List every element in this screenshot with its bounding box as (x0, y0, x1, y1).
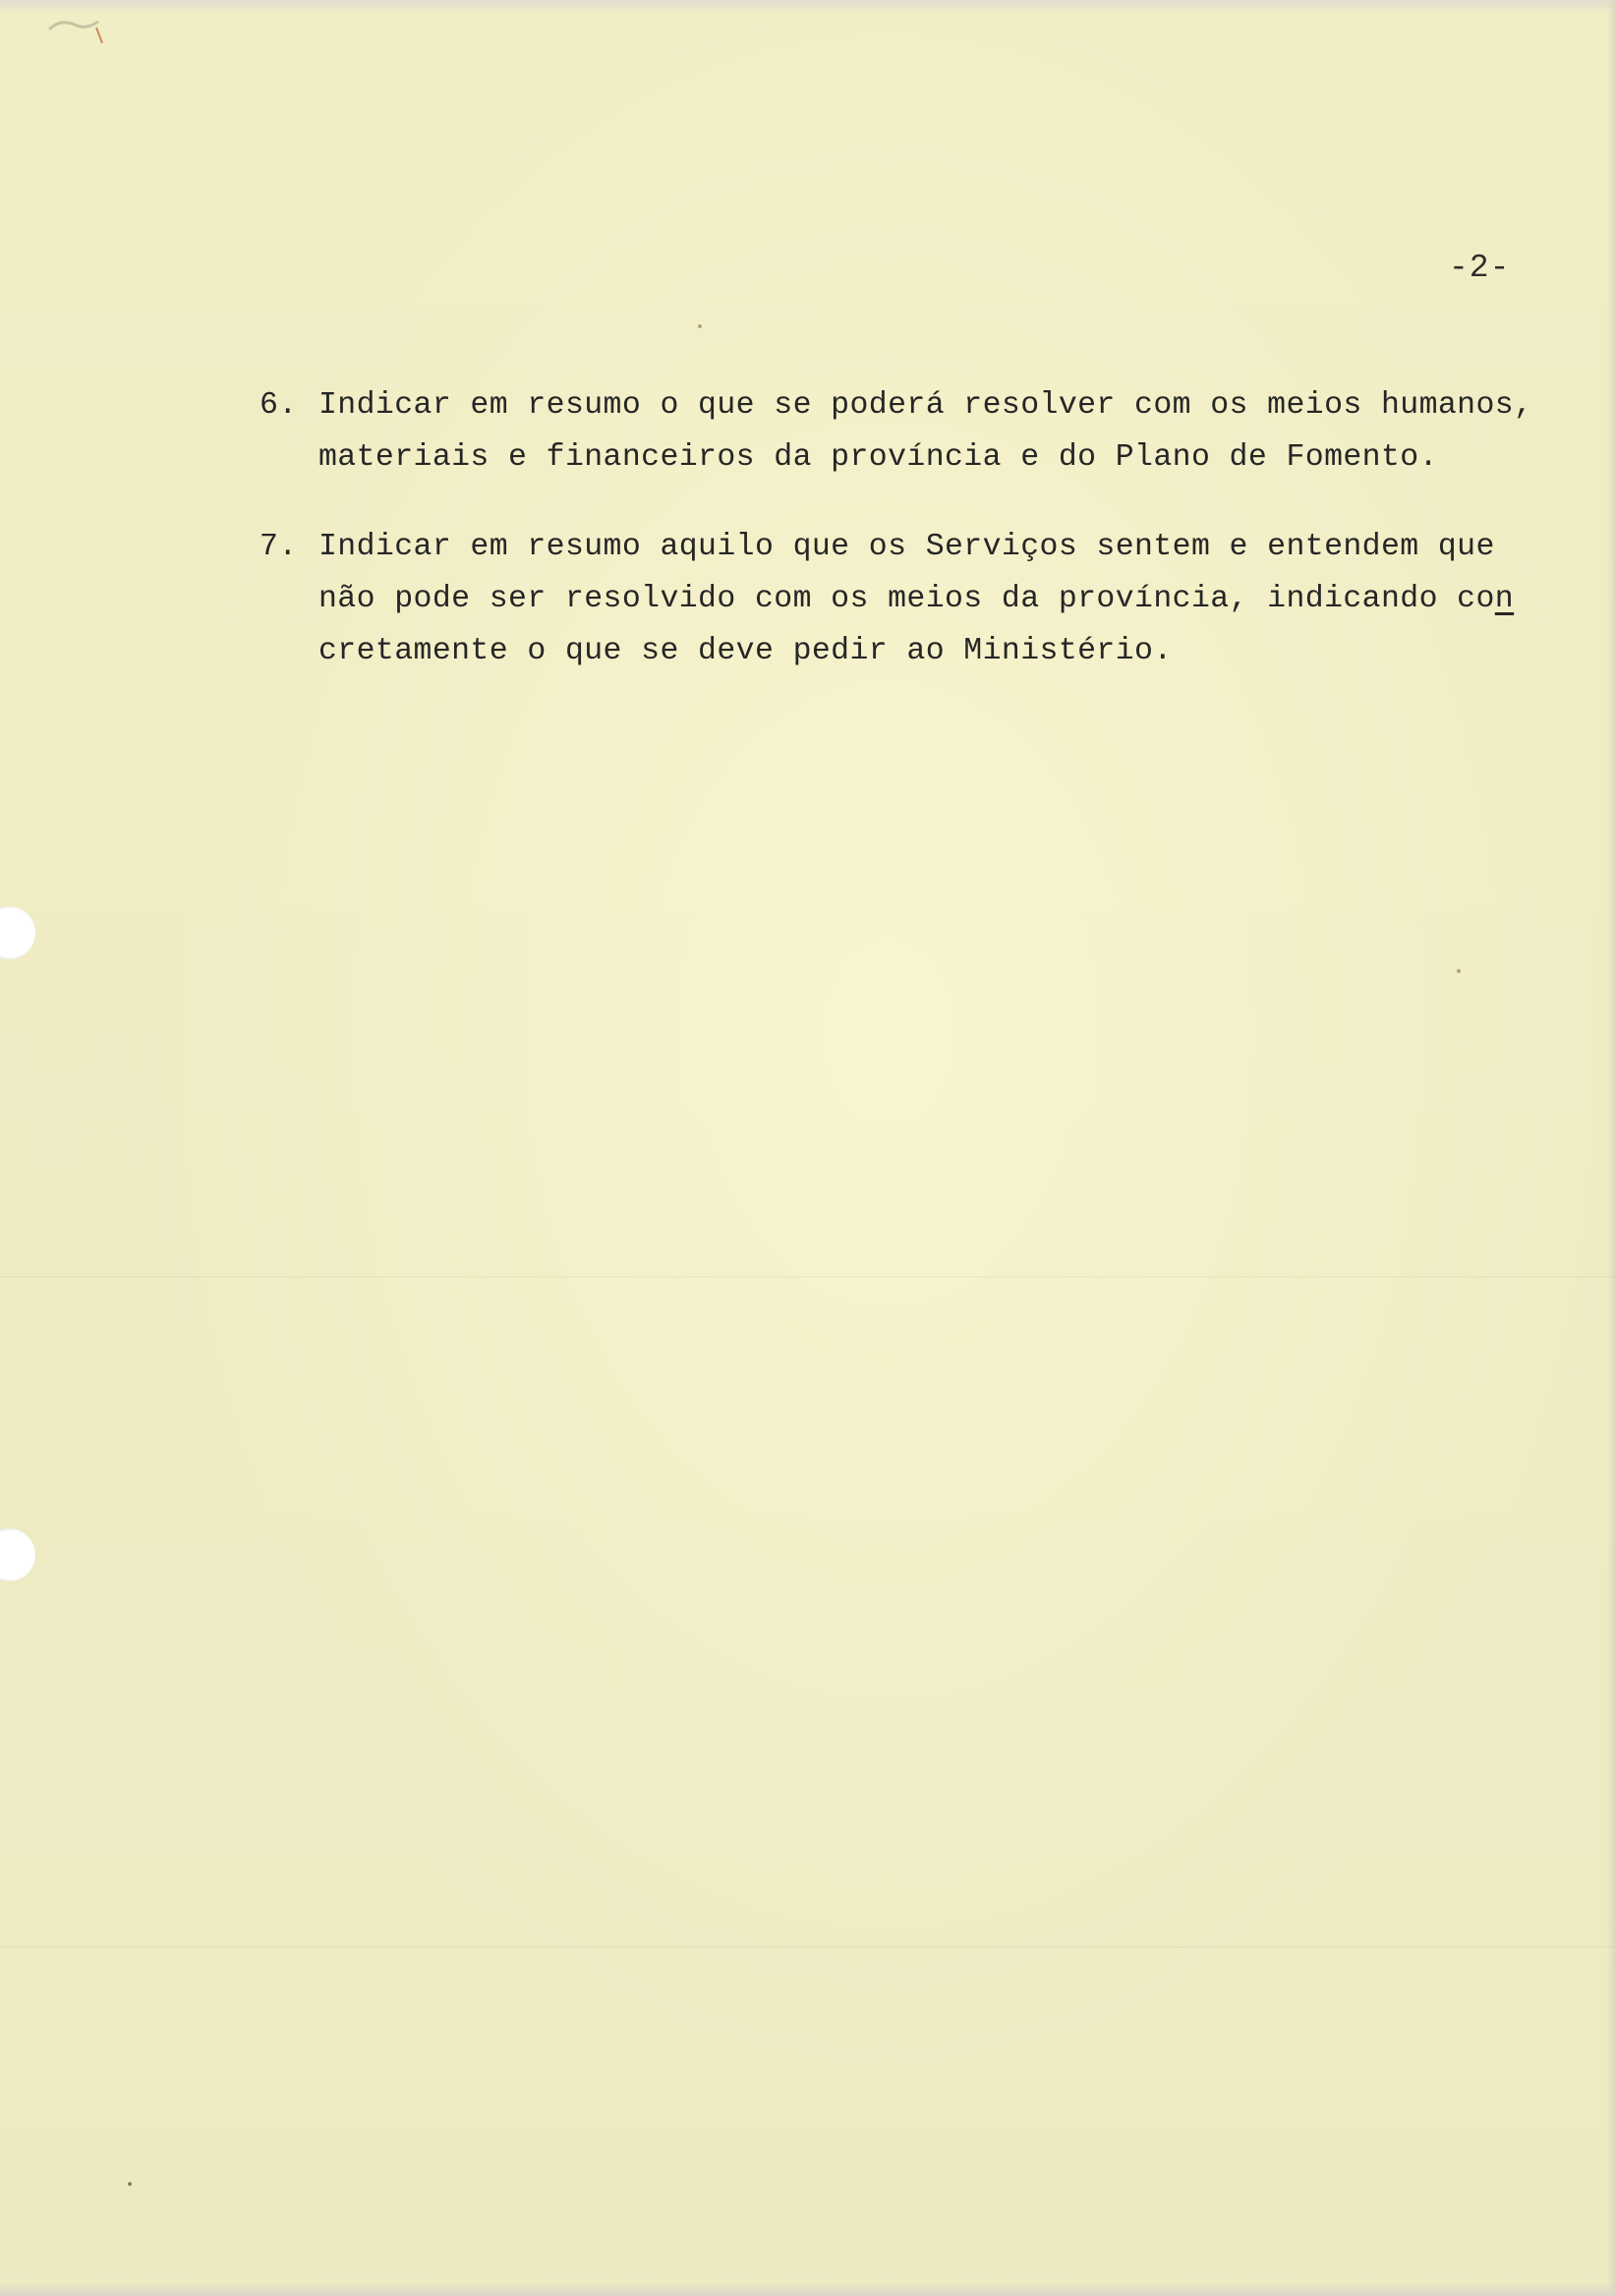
page-right-edge (1607, 0, 1615, 2296)
item-text-line: materiais e financeiros da província e do Plano de Fomento. (318, 440, 1438, 475)
item-text-fragment: não pode ser resolvido com os meios da província, indicando co (318, 582, 1495, 616)
item-number: 7. (260, 530, 298, 564)
item-text-line: Indicar em resumo o que se poderá resolver com os meios humanos, (318, 388, 1533, 423)
paper-speck (128, 2182, 132, 2186)
corner-tear-mark (47, 8, 116, 47)
paper-speck (698, 324, 702, 328)
paper-speck (1457, 969, 1461, 973)
list-item-6 (260, 379, 1557, 484)
item-text-line: cretamente o que se deve pedir ao Ministério. (318, 634, 1173, 668)
list-item-7 (260, 521, 1557, 677)
punch-hole-lower (0, 1528, 35, 1581)
page-bottom-edge (0, 2282, 1615, 2296)
underlined-hyphen-letter: n (1494, 582, 1515, 616)
punch-hole-upper (0, 906, 35, 959)
fold-line (0, 1946, 1615, 1948)
fold-line (0, 1276, 1615, 1278)
item-text-line: Indicar em resumo aquilo que os Serviços sentem e entendem que (318, 530, 1495, 564)
item-number: 6. (260, 388, 298, 423)
page-number: -2- (1449, 250, 1511, 286)
item-text-line-with-hyphen (260, 573, 1557, 625)
page-top-edge (0, 0, 1615, 14)
